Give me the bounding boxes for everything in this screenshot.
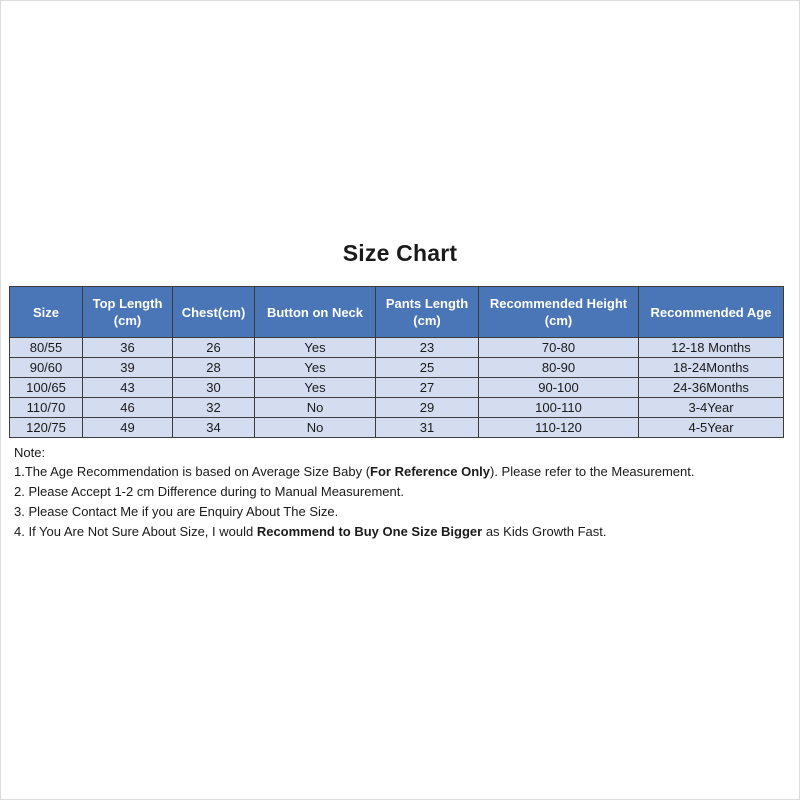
header-size: Size	[10, 287, 83, 338]
note-item-1	[14, 462, 794, 482]
cell-top-length: 49	[83, 418, 173, 438]
table-header-row	[10, 287, 784, 338]
cell-pants-length: 31	[376, 418, 479, 438]
cell-size: 100/65	[10, 378, 83, 398]
cell-chest: 26	[173, 338, 255, 358]
cell-recommended-age: 3-4Year	[639, 398, 784, 418]
notes-heading: Note:	[14, 445, 46, 460]
cell-recommended-age: 24-36Months	[639, 378, 784, 398]
cell-pants-length: 25	[376, 358, 479, 378]
header-chest: Chest(cm)	[173, 287, 255, 338]
cell-size: 120/75	[10, 418, 83, 438]
size-chart-table	[9, 286, 784, 438]
header-top-length: Top Length (cm)	[83, 287, 173, 338]
cell-top-length: 39	[83, 358, 173, 378]
note-4-text-end: as Kids Growth Fast.	[482, 524, 607, 539]
cell-button-on-neck: No	[255, 398, 376, 418]
note-1-text-end: ). Please refer to the Measurement.	[489, 464, 695, 479]
note-4-text: 4. If You Are Not Sure About Size, I would	[14, 524, 257, 539]
table-row	[10, 358, 784, 378]
header-recommended-height: Recommended Height (cm)	[479, 287, 639, 338]
cell-chest: 30	[173, 378, 255, 398]
cell-pants-length: 29	[376, 398, 479, 418]
cell-chest: 34	[173, 418, 255, 438]
note-4-emphasis: Recommend to Buy One Size Bigger	[256, 524, 483, 539]
cell-button-on-neck: Yes	[255, 338, 376, 358]
cell-size: 80/55	[10, 338, 83, 358]
cell-recommended-height: 80-90	[479, 358, 639, 378]
note-1-emphasis: For Reference Only	[370, 464, 490, 479]
cell-chest: 32	[173, 398, 255, 418]
cell-recommended-height: 110-120	[479, 418, 639, 438]
note-1-text: 1.The Age Recommendation is based on Average Size Baby (	[14, 464, 371, 479]
page-title: Size Chart	[342, 240, 458, 266]
cell-top-length: 46	[83, 398, 173, 418]
table-row	[10, 338, 784, 358]
cell-recommended-height: 70-80	[479, 338, 639, 358]
cell-button-on-neck: No	[255, 418, 376, 438]
note-item-2: 2. Please Accept 1-2 cm Difference during to Manual Measurement.	[14, 484, 404, 499]
cell-top-length: 43	[83, 378, 173, 398]
header-pants-length: Pants Length (cm)	[376, 287, 479, 338]
header-recommended-age: Recommended Age	[639, 287, 784, 338]
cell-button-on-neck: Yes	[255, 378, 376, 398]
note-item-3: 3. Please Contact Me if you are Enquiry About The Size.	[14, 504, 339, 519]
cell-chest: 28	[173, 358, 255, 378]
cell-pants-length: 23	[376, 338, 479, 358]
cell-recommended-age: 18-24Months	[639, 358, 784, 378]
table-row	[10, 378, 784, 398]
header-button-on-neck: Button on Neck	[255, 287, 376, 338]
cell-recommended-age: 12-18 Months	[639, 338, 784, 358]
table-row	[10, 418, 784, 438]
cell-size: 110/70	[10, 398, 83, 418]
cell-recommended-height: 90-100	[479, 378, 639, 398]
cell-button-on-neck: Yes	[255, 358, 376, 378]
notes-section	[14, 444, 794, 542]
cell-recommended-age: 4-5Year	[639, 418, 784, 438]
note-item-4	[14, 522, 794, 542]
cell-pants-length: 27	[376, 378, 479, 398]
table-row	[10, 398, 784, 418]
cell-recommended-height: 100-110	[479, 398, 639, 418]
cell-size: 90/60	[10, 358, 83, 378]
cell-top-length: 36	[83, 338, 173, 358]
